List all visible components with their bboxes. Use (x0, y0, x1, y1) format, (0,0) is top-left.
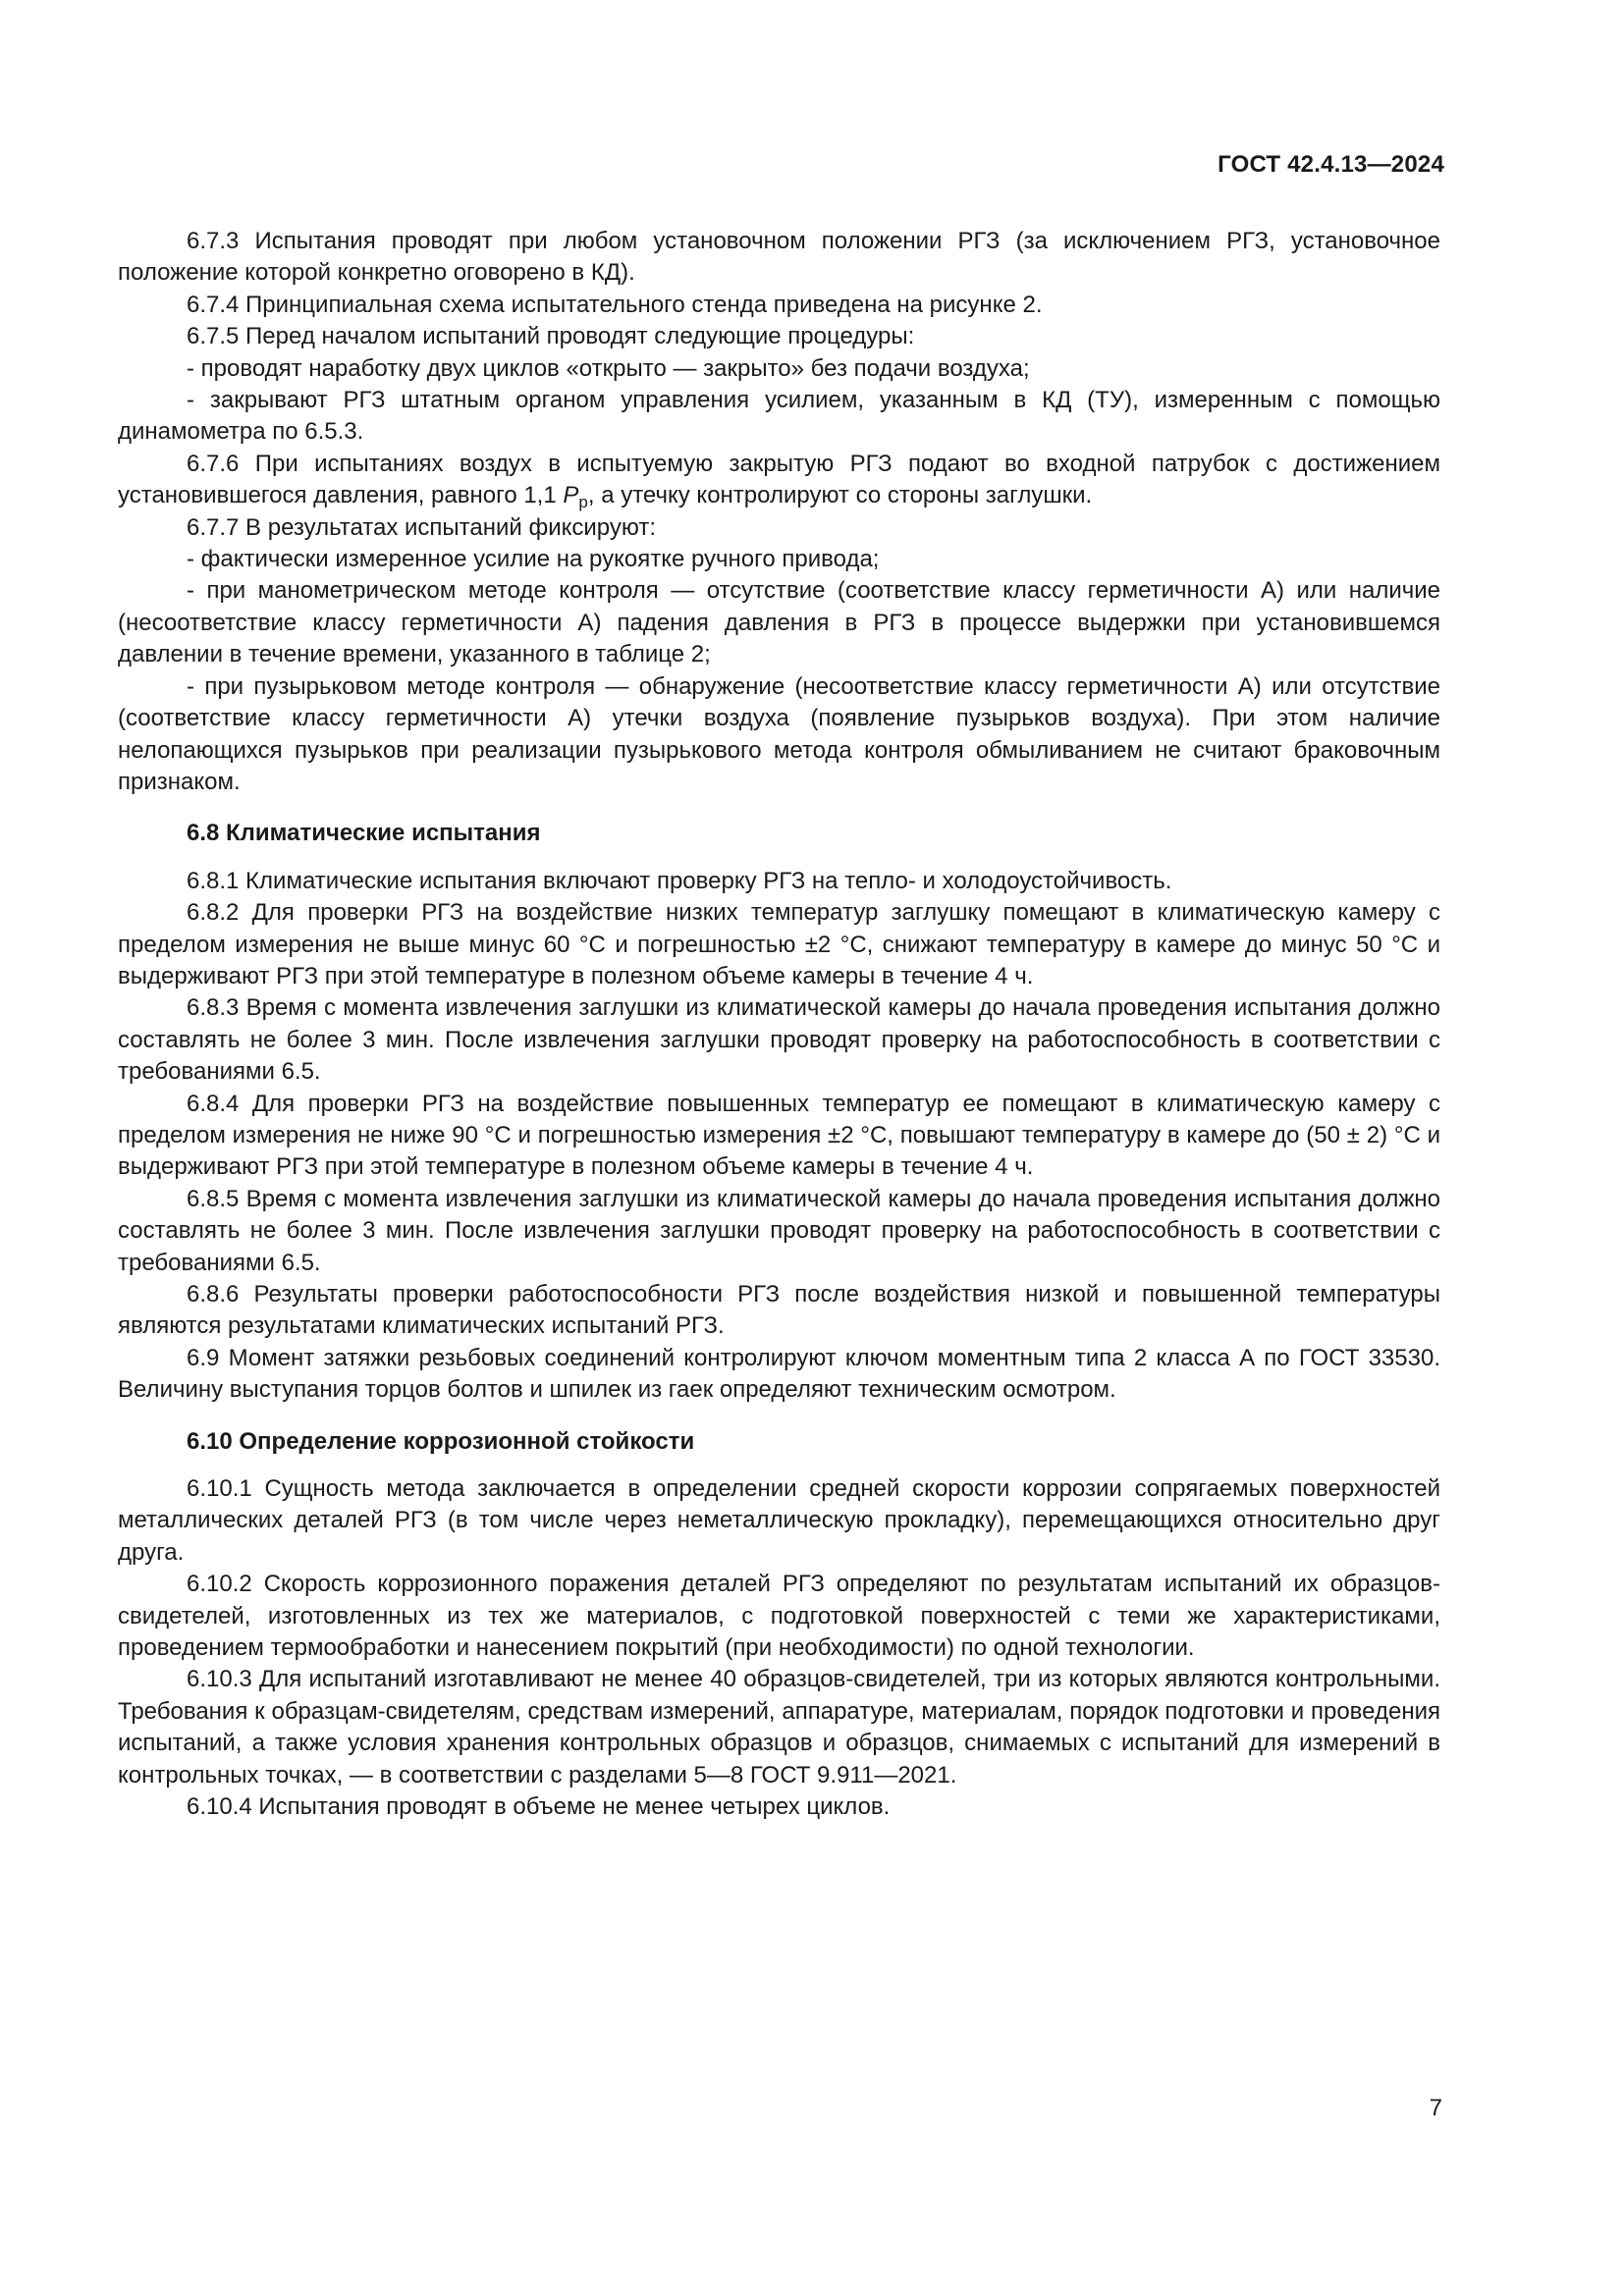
paragraph-6-7-7: 6.7.7 В результатах испытаний фиксируют: (187, 513, 657, 541)
paragraph-6-7-6-end: , а утечку контролируют со стороны заглушки. (587, 482, 1093, 509)
paragraph-6-10-1: 6.10.1 Сущность метода заключается в определении средней скорости коррозии сопрягаемых поверхностей металлических деталей РГЗ (в том числе через неметаллическую прокладку), перемещающихся относительно друг друга. (118, 1475, 1440, 1566)
list-item-6-7-5-b: - закрывают РГЗ штатным органом управления усилием, указанным в КД (ТУ), измеренным с помощью динамометра по 6.5.3. (118, 387, 1440, 446)
paragraph-6-7-3: 6.7.3 Испытания проводят при любом установочном положении РГЗ (за исключением РГЗ, установочное положение которой конкретно оговорено в КД). (118, 228, 1440, 287)
list-item-6-7-5-a: - проводят наработку двух циклов «открыто — закрыто» без подачи воздуха; (187, 354, 1030, 382)
section-heading-6-10: 6.10 Определение коррозионной стойкости (187, 1427, 695, 1455)
list-item-6-7-7-b: - при манометрическом методе контроля — отсутствие (соответствие классу герметичности А) или наличие (несоответствие классу герметичности А) падения давления в РГЗ в процессе выдержки при установившемся давлении в течение времени, указанного в таблице 2; (118, 577, 1440, 668)
paragraph-6-10-3: 6.10.3 Для испытаний изготавливают не менее 40 образцов-свидетелей, три из которых являются контрольными. Требования к образцам-свидетелям, средствам измерений, аппаратуре, материалам, порядок подготовки и проведения испытаний, а также условия хранения контрольных образцов и образцов, снимаемых с испытаний для измерений в контрольных точках, — в соответствии с разделами 5—8 ГОСТ 9.911—2021. (118, 1666, 1440, 1789)
page-number: 7 (1429, 2095, 1442, 2121)
pressure-subscript: р (578, 493, 588, 512)
document-body (118, 226, 1440, 1824)
paragraph-6-9: 6.9 Момент затяжки резьбовых соединений контролируют ключом моментным типа 2 класса А по ГОСТ 33530. Величину выступания торцов болтов и шпилек из гаек определяют техническим осмотром. (118, 1344, 1440, 1404)
paragraph-6-7-6-start: 6.7.6 При испытаниях воздух в испытуемую закрытую РГЗ подают во входной патрубок с достижением установившегося давления, равного 1,1 (118, 450, 1440, 509)
document-header: ГОСТ 42.4.13—2024 (1218, 151, 1444, 178)
list-item-6-7-7-c: - при пузырьковом методе контроля — обнаружение (несоответствие классу герметичности А) или отсутствие (соответствие классу герметичности А) утечки воздуха (появление пузырьков воздуха). При этом наличие нелопающихся пузырьков при реализации пузырькового метода контроля обмыливанием не считают браковочным признаком. (118, 672, 1440, 795)
paragraph-6-7-4: 6.7.4 Принципиальная схема испытательного стенда приведена на рисунке 2. (187, 291, 1043, 318)
paragraph-6-8-4: 6.8.4 Для проверки РГЗ на воздействие повышенных температур ее помещают в климатическую камеру с пределом измерения не ниже 90 °С и погрешностью измерения ±2 °С, повышают температуру в камере до (50 ± 2) °С и выдерживают РГЗ при этой температуре в полезном объеме камеры в течение 4 ч. (118, 1090, 1440, 1181)
paragraph-6-10-4: 6.10.4 Испытания проводят в объеме не менее четырех циклов. (187, 1793, 891, 1821)
pressure-symbol: P (563, 482, 579, 509)
paragraph-6-8-2: 6.8.2 Для проверки РГЗ на воздействие низких температур заглушку помещают в климатическую камеру с пределом измерения не выше минус 60 °С и погрешностью ±2 °С, снижают температуру в камере до минус 50 °С и выдерживают РГЗ при этой температуре в полезном объеме камеры в течение 4 ч. (118, 899, 1440, 989)
paragraph-6-8-1: 6.8.1 Климатические испытания включают проверку РГЗ на тепло- и холодоустойчивость. (187, 867, 1172, 894)
paragraph-6-7-6 (118, 449, 1440, 512)
list-item-6-7-7-a: - фактически измеренное усилие на рукоятке ручного привода; (187, 546, 880, 573)
section-heading-6-8: 6.8 Климатические испытания (187, 820, 541, 847)
paragraph-6-8-5: 6.8.5 Время с момента извлечения заглушки из климатической камеры до начала проведения испытания должно составлять не более 3 мин. После извлечения заглушки проводят проверку на работоспособность в соответствии с требованиями 6.5. (118, 1185, 1440, 1276)
paragraph-6-7-5: 6.7.5 Перед началом испытаний проводят следующие процедуры: (187, 323, 915, 350)
paragraph-6-8-6: 6.8.6 Результаты проверки работоспособности РГЗ после воздействия низкой и повышенной температуры являются результатами климатических испытаний РГЗ. (118, 1281, 1440, 1340)
paragraph-6-10-2: 6.10.2 Скорость коррозионного поражения деталей РГЗ определяют по результатам испытаний их образцов-свидетелей, изготовленных из тех же материалов, с подготовкой поверхностей с теми же характеристиками, проведением термообработки и нанесением покрытий (при необходимости) по одной технологии. (118, 1571, 1440, 1662)
paragraph-6-8-3: 6.8.3 Время с момента извлечения заглушки из климатической камеры до начала проведения испытания должно составлять не более 3 мин. После извлечения заглушки проводят проверку на работоспособность в соответствии с требованиями 6.5. (118, 994, 1440, 1086)
